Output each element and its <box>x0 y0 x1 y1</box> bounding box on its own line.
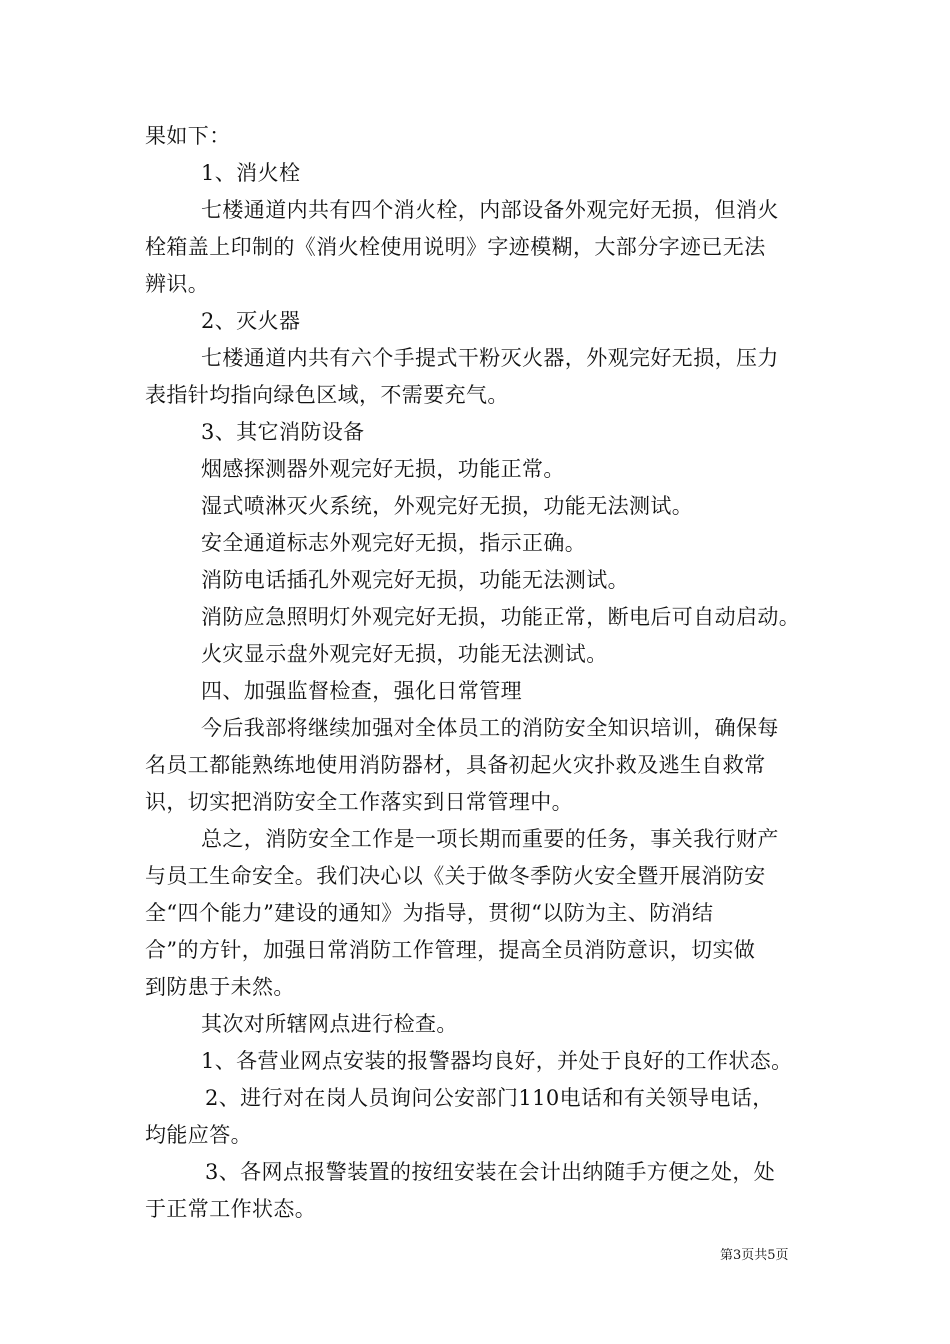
text-line: 消防电话插孔外观完好无损，功能无法测试。 <box>201 568 629 592</box>
text-line: 3、各网点报警装置的按纽安装在会计出纳随手方便之处，处 <box>205 1160 776 1184</box>
text-line: 果如下： <box>145 124 231 148</box>
text-line: 到防患于未然。 <box>145 975 295 999</box>
text-line: 总之，消防安全工作是一项长期而重要的任务，事关我行财产 <box>201 827 779 851</box>
text-line: 与员工生命安全。我们决心以《关于做冬季防火安全暨开展消防安 <box>145 864 766 888</box>
text-line: 辨识。 <box>145 272 210 296</box>
text-line: 均能应答。 <box>145 1123 252 1147</box>
text-line: 1、消火栓 <box>201 161 301 185</box>
text-line: 1、各营业网点安装的报警器均良好，并处于良好的工作状态。 <box>201 1049 793 1073</box>
text-line: 湿式喷淋灭火系统，外观完好无损，功能无法测试。 <box>201 494 694 518</box>
text-line: 全“四个能力”建设的通知》为指导，贯彻“以防为主、防消结 <box>145 901 714 925</box>
text-line: 其次对所辖网点进行检查。 <box>201 1012 458 1036</box>
text-line: 安全通道标志外观完好无损，指示正确。 <box>201 531 587 555</box>
text-line: 于正常工作状态。 <box>145 1197 317 1221</box>
text-line: 七楼通道内共有六个手提式干粉灭火器，外观完好无损，压力 <box>201 346 779 370</box>
text-line: 火灾显示盘外观完好无损，功能无法测试。 <box>201 642 608 666</box>
text-line: 2、灭火器 <box>201 309 301 333</box>
text-line: 今后我部将继续加强对全体员工的消防安全知识培训，确保每 <box>201 716 779 740</box>
text-line: 栓箱盖上印制的《消火栓使用说明》字迹模糊，大部分字迹已无法 <box>145 235 766 259</box>
text-line: 七楼通道内共有四个消火栓，内部设备外观完好无损，但消火 <box>201 198 779 222</box>
text-line: 烟感探测器外观完好无损，功能正常。 <box>201 457 565 481</box>
text-line: 消防应急照明灯外观完好无损，功能正常，断电后可自动启动。 <box>201 605 801 629</box>
text-line: 表指针均指向绿色区域，不需要充气。 <box>145 383 509 407</box>
text-line: 名员工都能熟练地使用消防器材，具备初起火灾扑救及逃生自救常 <box>145 753 766 777</box>
text-line: 3、其它消防设备 <box>201 420 365 444</box>
text-line: 合”的方针，加强日常消防工作管理，提高全员消防意识，切实做 <box>145 938 756 962</box>
document-body <box>145 118 817 1228</box>
page-number-footer: 第3页共5页 <box>720 1248 789 1263</box>
text-line: 识，切实把消防安全工作落实到日常管理中。 <box>145 790 573 814</box>
text-line: 四、加强监督检查，强化日常管理 <box>201 679 522 703</box>
text-line: 2、进行对在岗人员询问公安部门110电话和有关领导电话， <box>205 1086 774 1110</box>
